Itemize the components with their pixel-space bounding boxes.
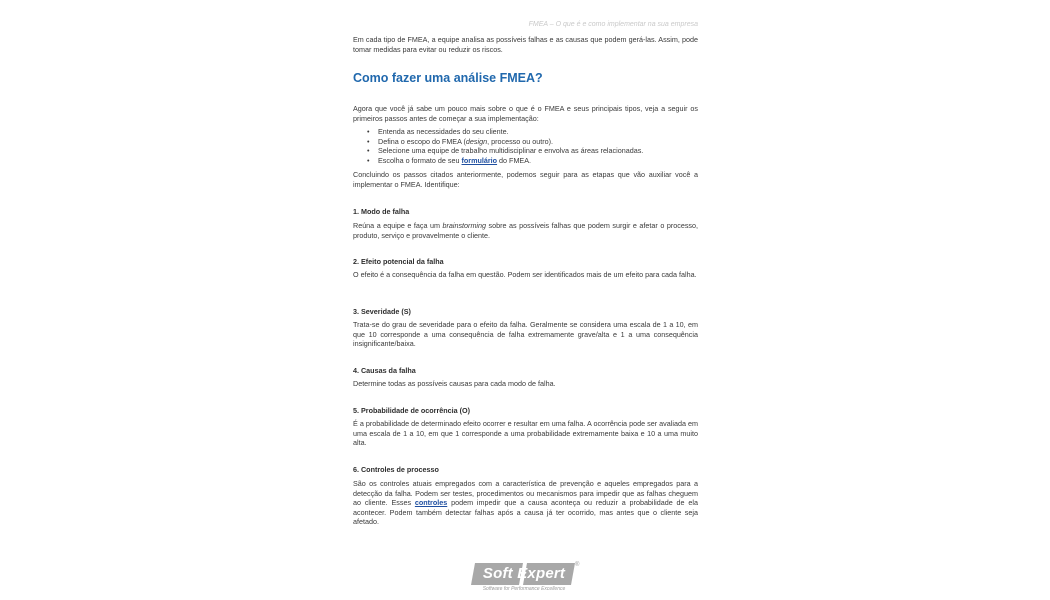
- softexpert-logo: [471, 562, 581, 596]
- lead-paragraph: Agora que você já sabe um pouco mais sobre o que é o FMEA e seus principais tipos, veja a seguir os primeiros passos antes de começar a sua implementação:: [353, 104, 698, 123]
- document-page: [353, 0, 698, 600]
- bullet-icon: •: [367, 156, 370, 166]
- list-item: • Defina o escopo do FMEA (design, processo ou outro).: [367, 136, 554, 146]
- bullet-icon: •: [367, 127, 370, 136]
- bullet-icon: •: [367, 146, 370, 156]
- logo-tagline: Software for Performance Excellence: [482, 586, 566, 592]
- list-item: • Escolha o formato de seu formulário do FMEA.: [367, 156, 532, 166]
- step-5-title: 5. Probabilidade de ocorrência (O): [353, 406, 471, 415]
- step-5-text: É a probabilidade de determinado efeito ocorrer e resultar em uma falha. A ocorrência pode ser avaliada em uma escala de 1 a 10, em que 1 corresponde a uma probabilidade extremamente baixa e 10 a uma muito alta.: [353, 419, 698, 448]
- section-heading: Como fazer uma análise FMEA?: [353, 71, 543, 85]
- step-4-text: Determine todas as possíveis causas para cada modo de falha.: [353, 379, 556, 388]
- controles-link[interactable]: controles: [414, 498, 448, 508]
- step-3-title: 3. Severidade (S): [353, 307, 411, 316]
- formulario-link[interactable]: formulário: [461, 156, 498, 166]
- step-6-title: 6. Controles de processo: [353, 465, 439, 474]
- step-1-text: Reúna a equipe e faça um brainstorming sobre as possíveis falhas que podem surgir e afetar o processo, produto, serviço e provavelmente o cliente.: [353, 221, 698, 240]
- registered-mark: ®: [575, 562, 580, 568]
- logo-wordmark: Soft Expert: [482, 565, 566, 582]
- intro-paragraph: Em cada tipo de FMEA, a equipe analisa as possíveis falhas e as causas que podem gerá-las. Assim, pode tomar medidas para evitar ou reduzir os riscos.: [353, 35, 698, 54]
- conclusion-paragraph: Concluindo os passos citados anteriormente, podemos seguir para as etapas que vão auxiliar você a implementar o FMEA. Identifique:: [353, 170, 698, 189]
- step-2-title: 2. Efeito potencial da falha: [353, 257, 444, 266]
- step-6-text: São os controles atuais empregados com a característica de prevenção e aqueles empregados para a detecção da falha. Podem ser testes, procedimentos ou mecanismos para impedir que as falhas cheguem ao cliente. Esses controles podem impedir que a causa aconteça ou reduzir a probabilidade de ela acontecer. Podem também detectar falhas após a causa já ter ocorrido, mas antes que o cliente seja afetado.: [353, 479, 698, 527]
- step-2-text: O efeito é a consequência da falha em questão. Podem ser identificados mais de um efeito para cada falha.: [353, 270, 697, 279]
- step-1-title: 1. Modo de falha: [353, 207, 410, 216]
- step-3-text: Trata-se do grau de severidade para o efeito da falha. Geralmente se considera uma escala de 1 a 10, em que 10 corresponde a uma consequência de falha extremamente grave/alta e 1 a uma consequência insignificante/baixa.: [353, 320, 698, 349]
- bullet-icon: •: [367, 136, 370, 146]
- list-item: • Selecione uma equipe de trabalho multidisciplinar e envolva as áreas relacionadas.: [367, 146, 644, 156]
- list-item: • Entenda as necessidades do seu cliente.: [367, 127, 509, 136]
- steps-bullet-list: [353, 127, 698, 166]
- step-4-title: 4. Causas da falha: [353, 366, 416, 375]
- running-header: FMEA – O que é e como implementar na sua empresa: [528, 21, 698, 28]
